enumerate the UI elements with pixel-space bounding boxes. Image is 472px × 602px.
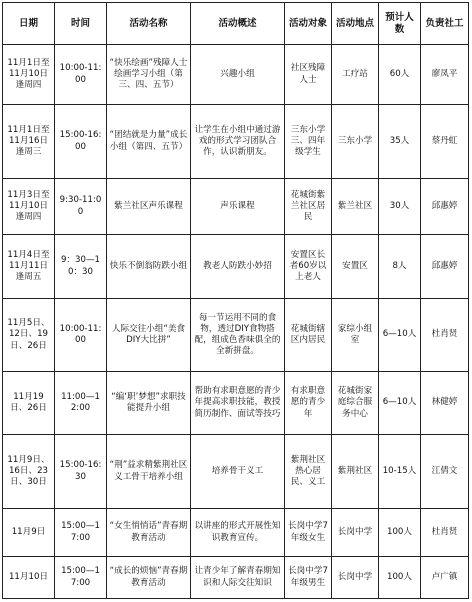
cell-date: 11月10日 — [3, 557, 55, 599]
cell-date: 11月5日、12日、19日、26日 — [3, 299, 55, 372]
cell-count: 60人 — [379, 45, 421, 105]
cell-target: 长岗中学7年级男生 — [285, 557, 332, 599]
cell-activity-summary: 帮助有求职意愿的青少年提高求职技能，教授简历制作、面试等技巧 — [191, 372, 285, 435]
cell-count: 6—10人 — [379, 299, 421, 372]
cell-date: 11月4日至11月11日逢周五 — [3, 235, 55, 299]
cell-activity-name: “成长的烦恼”青春期教育活动 — [107, 557, 191, 599]
cell-activity-summary: 让青少年了解青春期知识和人际交往知识 — [191, 557, 285, 599]
cell-target: 有求职意愿的青少年 — [285, 372, 332, 435]
table-header-row — [3, 3, 469, 45]
table-row — [3, 105, 469, 179]
cell-activity-name: “编‘职’梦想”求职技能提升小组 — [107, 372, 191, 435]
cell-time: 15:00—17:00 — [55, 557, 107, 599]
cell-location: 紫荆社区 — [332, 435, 379, 509]
cell-worker: 卢广镇 — [421, 557, 469, 599]
cell-activity-name: “快乐绘画”残障人士绘画学习小组（第三、四、五节） — [107, 45, 191, 105]
cell-worker: 廖凤平 — [421, 45, 469, 105]
cell-location: 长岗中学 — [332, 509, 379, 557]
cell-activity-summary: 兴趣小组 — [191, 45, 285, 105]
cell-worker: 邱惠婷 — [421, 179, 469, 235]
table-row — [3, 509, 469, 557]
cell-location: 三东小学 — [332, 105, 379, 179]
header-time: 时间 — [55, 3, 107, 45]
cell-activity-name: 快乐不倒翁防跌小组 — [107, 235, 191, 299]
cell-time: 9：30—10：30 — [55, 235, 107, 299]
cell-target: 花城街紫兰社区居民 — [285, 179, 332, 235]
cell-count: 100人 — [379, 509, 421, 557]
cell-activity-summary: 每一节运用不同的食物，透过DIY食物搭配，组成色香味俱全的全新拼盘。 — [191, 299, 285, 372]
cell-date: 11月3日至11月10日逢周四 — [3, 179, 55, 235]
cell-worker: 杜肖贤 — [421, 299, 469, 372]
header-activity-name: 活动名称 — [107, 3, 191, 45]
table-row — [3, 235, 469, 299]
header-target: 活动对象 — [285, 3, 332, 45]
cell-date: 11月1日至11月10日逢周四 — [3, 45, 55, 105]
cell-time: 11:00—12:00 — [55, 372, 107, 435]
cell-location: 紫兰社区 — [332, 179, 379, 235]
cell-time: 10:00-11:00 — [55, 299, 107, 372]
cell-target: 安置区长者60岁以上老人 — [285, 235, 332, 299]
table-row — [3, 179, 469, 235]
table-row — [3, 372, 469, 435]
cell-location: 家综小组室 — [332, 299, 379, 372]
cell-time: 15:00-16:30 — [55, 435, 107, 509]
cell-worker: 林健婷 — [421, 372, 469, 435]
cell-count: 10-15人 — [379, 435, 421, 509]
cell-worker: 杜肖贤 — [421, 509, 469, 557]
cell-count: 30人 — [379, 179, 421, 235]
cell-activity-name: “女生悄悄话”青春期教育活动 — [107, 509, 191, 557]
table-row — [3, 435, 469, 509]
cell-activity-summary: 让学生在小组中通过游戏的形式学习团队合作，认识新朋友。 — [191, 105, 285, 179]
cell-location: 安置区 — [332, 235, 379, 299]
cell-date: 11月9日 — [3, 509, 55, 557]
cell-target: 长岗中学7年级女生 — [285, 509, 332, 557]
cell-worker: 蔡丹虹 — [421, 105, 469, 179]
table-row — [3, 557, 469, 599]
cell-time: 15:00—17:00 — [55, 509, 107, 557]
cell-time: 9:30-11:00 — [55, 179, 107, 235]
cell-target: 社区残障人士 — [285, 45, 332, 105]
cell-activity-summary: 以讲座的形式开展性知识教育宣传。 — [191, 509, 285, 557]
header-date: 日期 — [3, 3, 55, 45]
cell-activity-summary: 培养骨干义工 — [191, 435, 285, 509]
cell-time: 10:00-11:00 — [55, 45, 107, 105]
cell-target: 三东小学三、四年级学生 — [285, 105, 332, 179]
cell-date: 11月1日至11月16日逢周三 — [3, 105, 55, 179]
header-worker: 负责社工 — [421, 3, 469, 45]
cell-date: 11月19日、26日 — [3, 372, 55, 435]
cell-location: 花城街家庭综合服务中心 — [332, 372, 379, 435]
cell-worker: 江倩文 — [421, 435, 469, 509]
cell-date: 11月9日、16日、23日、30日 — [3, 435, 55, 509]
header-location: 活动地点 — [332, 3, 379, 45]
cell-location: 工疗站 — [332, 45, 379, 105]
cell-count: 100人 — [379, 557, 421, 599]
cell-target: 紫荆社区热心居民、义工 — [285, 435, 332, 509]
table-row — [3, 299, 469, 372]
cell-activity-name: “荆”益求精紫荆社区义工骨干培养小组 — [107, 435, 191, 509]
table-row — [3, 45, 469, 105]
cell-activity-summary: 教老人防跌小妙招 — [191, 235, 285, 299]
cell-count: 8人 — [379, 235, 421, 299]
header-count: 预计人数 — [379, 3, 421, 45]
activity-schedule-table — [2, 2, 469, 599]
cell-activity-name: 紫兰社区声乐课程 — [107, 179, 191, 235]
cell-activity-summary: 声乐课程 — [191, 179, 285, 235]
cell-worker: 邱惠婷 — [421, 235, 469, 299]
cell-time: 15:00-16:00 — [55, 105, 107, 179]
cell-count: 6—10人 — [379, 372, 421, 435]
cell-location: 长岗中学 — [332, 557, 379, 599]
cell-activity-name: “团结就是力量”成长小组（第四、五节） — [107, 105, 191, 179]
cell-target: 花城街辖区内居民 — [285, 299, 332, 372]
cell-count: 35人 — [379, 105, 421, 179]
cell-activity-name: 人际交往小组“美食DIY大比拼” — [107, 299, 191, 372]
header-activity-summary: 活动概述 — [191, 3, 285, 45]
